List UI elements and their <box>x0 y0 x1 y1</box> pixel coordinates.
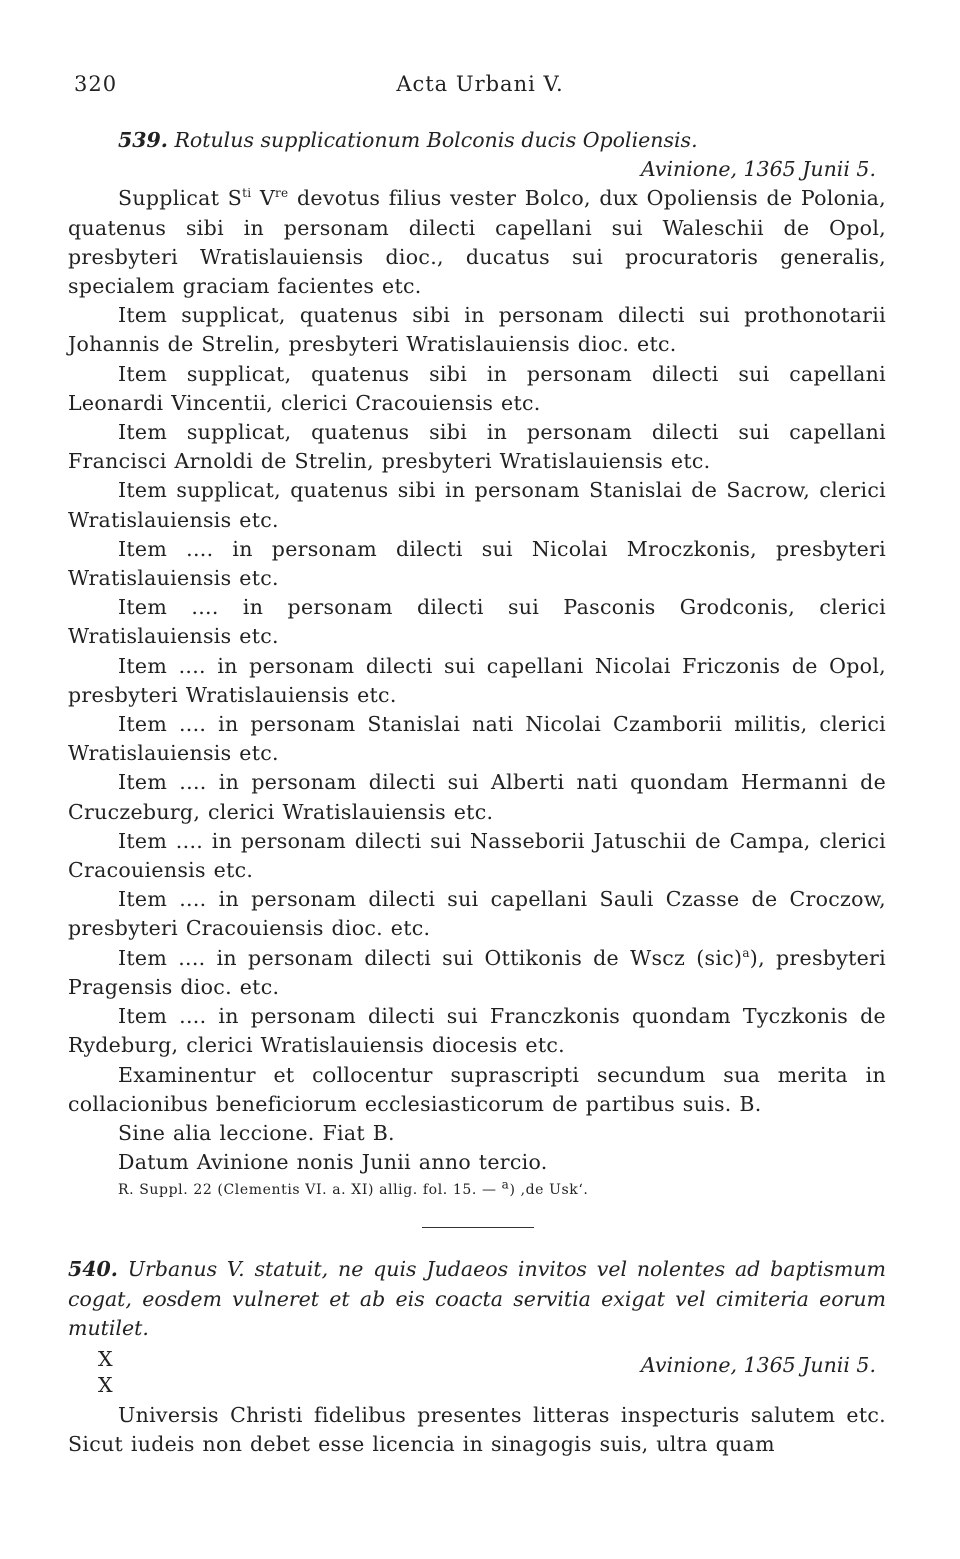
paragraph-sine: Sine alia leccione. Fiat B. <box>118 1120 395 1145</box>
paragraph-examinentur: Examinentur et collocentur suprascripti secundum sua merita in collacionibus beneficiorum ecclesiasticorum de partibus suis. B. <box>68 1062 886 1116</box>
text-run: ) ‚de Usk‘. <box>509 1182 589 1199</box>
paragraph-item: Item .... in personam Stanislai nati Nicolai Czamborii militis, clerici Wratislauiensis etc. <box>68 712 886 766</box>
entry-540-dateline-row <box>68 1343 886 1401</box>
paragraph-item: Item .... in personam dilecti sui Nicolai Mroczkonis, presbyteri Wratislauiensis etc. <box>68 536 886 591</box>
divider-line <box>422 1227 534 1228</box>
document-body <box>68 126 886 1459</box>
entry-540-heading <box>68 1255 886 1343</box>
paragraph-universis: Universis Christi fidelibus presentes litteras inspecturis salutem etc. Sicut iudeis non debet esse licencia in sinagogis suis, ultra quam <box>68 1402 886 1457</box>
entry-540-title: Urbanus V. statuit, ne quis Judaeos invitos vel nolentes ad baptismum cogat, eosdem vulneret et ab eis coacta servitia exigat vel cimiteria eorum mutilet. <box>68 1257 886 1340</box>
margin-mark: X <box>98 1372 113 1397</box>
paragraph-item: Item supplicat, quatenus sibi in personam Stanislai de Sacrow, clerici Wratislauiensis etc. <box>68 478 886 532</box>
entry-540-number: 540. <box>68 1257 118 1282</box>
superscript: re <box>275 186 289 201</box>
paragraph-datum: Datum Avinione nonis Junii anno tercio. <box>118 1150 548 1175</box>
paragraph-item: Item supplicat, quatenus sibi in personam dilecti sui prothonotarii Johannis de Strelin, presbyteri Wratislauiensis dioc. etc. <box>68 303 886 357</box>
text-run: Supplicat S <box>118 186 243 211</box>
paragraph-item: Item .... in personam dilecti sui Nasseborii Jatuschii de Campa, clerici Cracouiensis etc. <box>68 828 886 883</box>
text-run: Item .... in personam dilecti sui Ottikonis de Wscz (sic) <box>118 945 743 970</box>
text-run: ), presbyteri Pragensis dioc. etc. <box>68 945 887 999</box>
footnote-mark: a <box>742 945 750 960</box>
entry-539-dateline: Avinione, 1365 Junii 5. <box>640 157 876 182</box>
entry-539-heading <box>68 126 886 155</box>
page-number: 320 <box>74 72 118 96</box>
source-note <box>68 1179 886 1201</box>
paragraph-item: Item .... in personam dilecti sui Pasconis Grodconis, clerici Wratislauiensis etc. <box>68 595 886 649</box>
entry-540-dateline: Avinione, 1365 Junii 5. <box>640 1352 876 1377</box>
text-run: R. Suppl. 22 (Clementis VI. a. XI) allig. fol. 15. — <box>118 1182 502 1199</box>
paragraph-item: Item supplicat, quatenus sibi in personam dilecti sui capellani Francisci Arnoldi de Strelin, presbyteri Wratislauiensis etc. <box>68 420 886 474</box>
entry-539-title: Rotulus supplicationum Bolconis ducis Opoliensis. <box>174 128 698 152</box>
text-run: devotus filius vester Bolco, dux Opoliensis de Polonia, quatenus sibi in personam dilecti capellani sui Waleschii de Opol, presbyteri Wratislauiensis dioc., ducatus sui procuratoris generalis, specialem graciam facientes etc. <box>68 186 886 299</box>
running-header <box>74 72 886 102</box>
section-divider <box>68 1201 886 1255</box>
paragraph-item: Item .... in personam dilecti sui Franczkonis quondam Tyczkonis de Rydeburg, clerici Wratislauiensis diocesis etc. <box>68 1004 886 1058</box>
running-title: Acta Urbani V. <box>396 72 564 96</box>
superscript: ti <box>242 186 252 201</box>
footnote-mark: a <box>501 1177 510 1192</box>
paragraph-item: Item supplicat, quatenus sibi in personam dilecti sui capellani Leonardi Vincentii, clerici Cracouiensis etc. <box>68 361 886 415</box>
margin-mark: X <box>98 1346 113 1371</box>
paragraph-item: Item .... in personam dilecti sui Alberti nati quondam Hermanni de Cruczeburg, clerici Wratislauiensis etc. <box>68 770 886 824</box>
paragraph-supplicat <box>68 184 886 301</box>
paragraph-item: Item .... in personam dilecti sui capellani Sauli Czasse de Croczow, presbyteri Cracouiensis dioc. etc. <box>68 887 886 941</box>
text-run: V <box>251 186 275 211</box>
entry-539-number: 539. <box>118 128 168 152</box>
paragraph-item-sic <box>68 944 886 1002</box>
paragraph-item: Item .... in personam dilecti sui capellani Nicolai Friczonis de Opol, presbyteri Wratislauiensis etc. <box>68 653 886 707</box>
